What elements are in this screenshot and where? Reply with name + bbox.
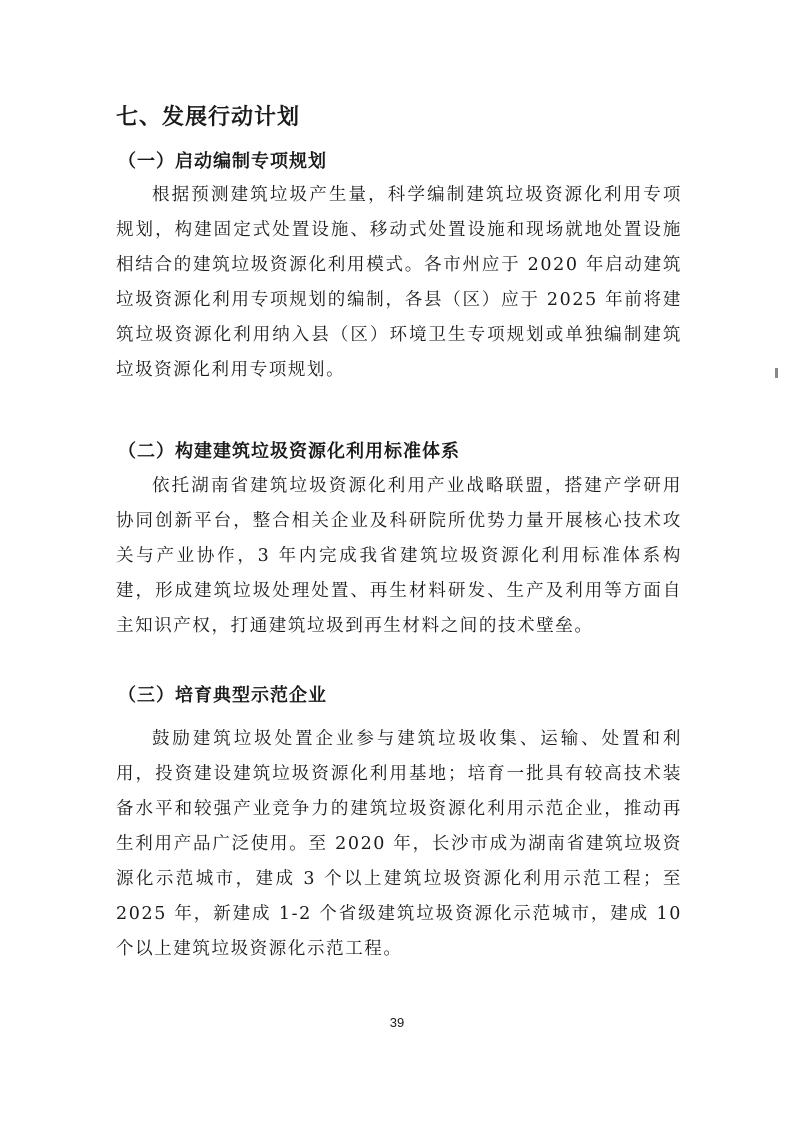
section-paragraph-3: 鼓励建筑垃圾处置企业参与建筑垃圾收集、运输、处置和利用，投资建设建筑垃圾资源化利用基地；培育一批具有较高技术装备水平和较强产业竞争力的建筑垃圾资源化利用示范企业，推动再生利用产品广泛使用。至 2020 年，长沙市成为湖南省建筑垃圾资源化示范城市，建成 3 个以上建筑垃圾资源化利用示范工程；至 2025 年，新建成 1-2 个省级建筑垃圾资源化示范城市，建成 10 个以上建筑垃圾资源化示范工程。 bbox=[116, 729, 682, 959]
section-paragraph-2: 依托湖南省建筑垃圾资源化利用产业战略联盟，搭建产学研用协同创新平台，整合相关企业及科研院所优势力量开展核心技术攻关与产业协作，3 年内完成我省建筑垃圾资源化利用标准体系构建，形成建筑垃圾处理处置、再生材料研发、生产及利用等方面自主知识产权，打通建筑垃圾到再生材料之间的技术壁垒。 bbox=[116, 476, 682, 636]
chapter-title: 七、发展行动计划 bbox=[116, 105, 301, 130]
section-heading-2: （二）构建建筑垃圾资源化利用标准体系 bbox=[118, 441, 460, 462]
scan-edge-mark bbox=[775, 368, 778, 378]
section-paragraph-1: 根据预测建筑垃圾产生量，科学编制建筑垃圾资源化利用专项规划，构建固定式处置设施、移动式处置设施和现场就地处置设施相结合的建筑垃圾资源化利用模式。各市州应于 2020 年启动建筑垃圾资源化利用专项规划的编制，各县（区）应于 2025 年前将建筑垃圾资源化利用纳入县（区）环境卫生专项规划或单独编制建筑垃圾资源化利用专项规划。 bbox=[116, 185, 682, 380]
section-heading-1: （一）启动编制专项规划 bbox=[118, 151, 327, 172]
page-number: 39 bbox=[389, 1015, 405, 1030]
section-heading-3: （三）培育典型示范企业 bbox=[118, 685, 327, 706]
